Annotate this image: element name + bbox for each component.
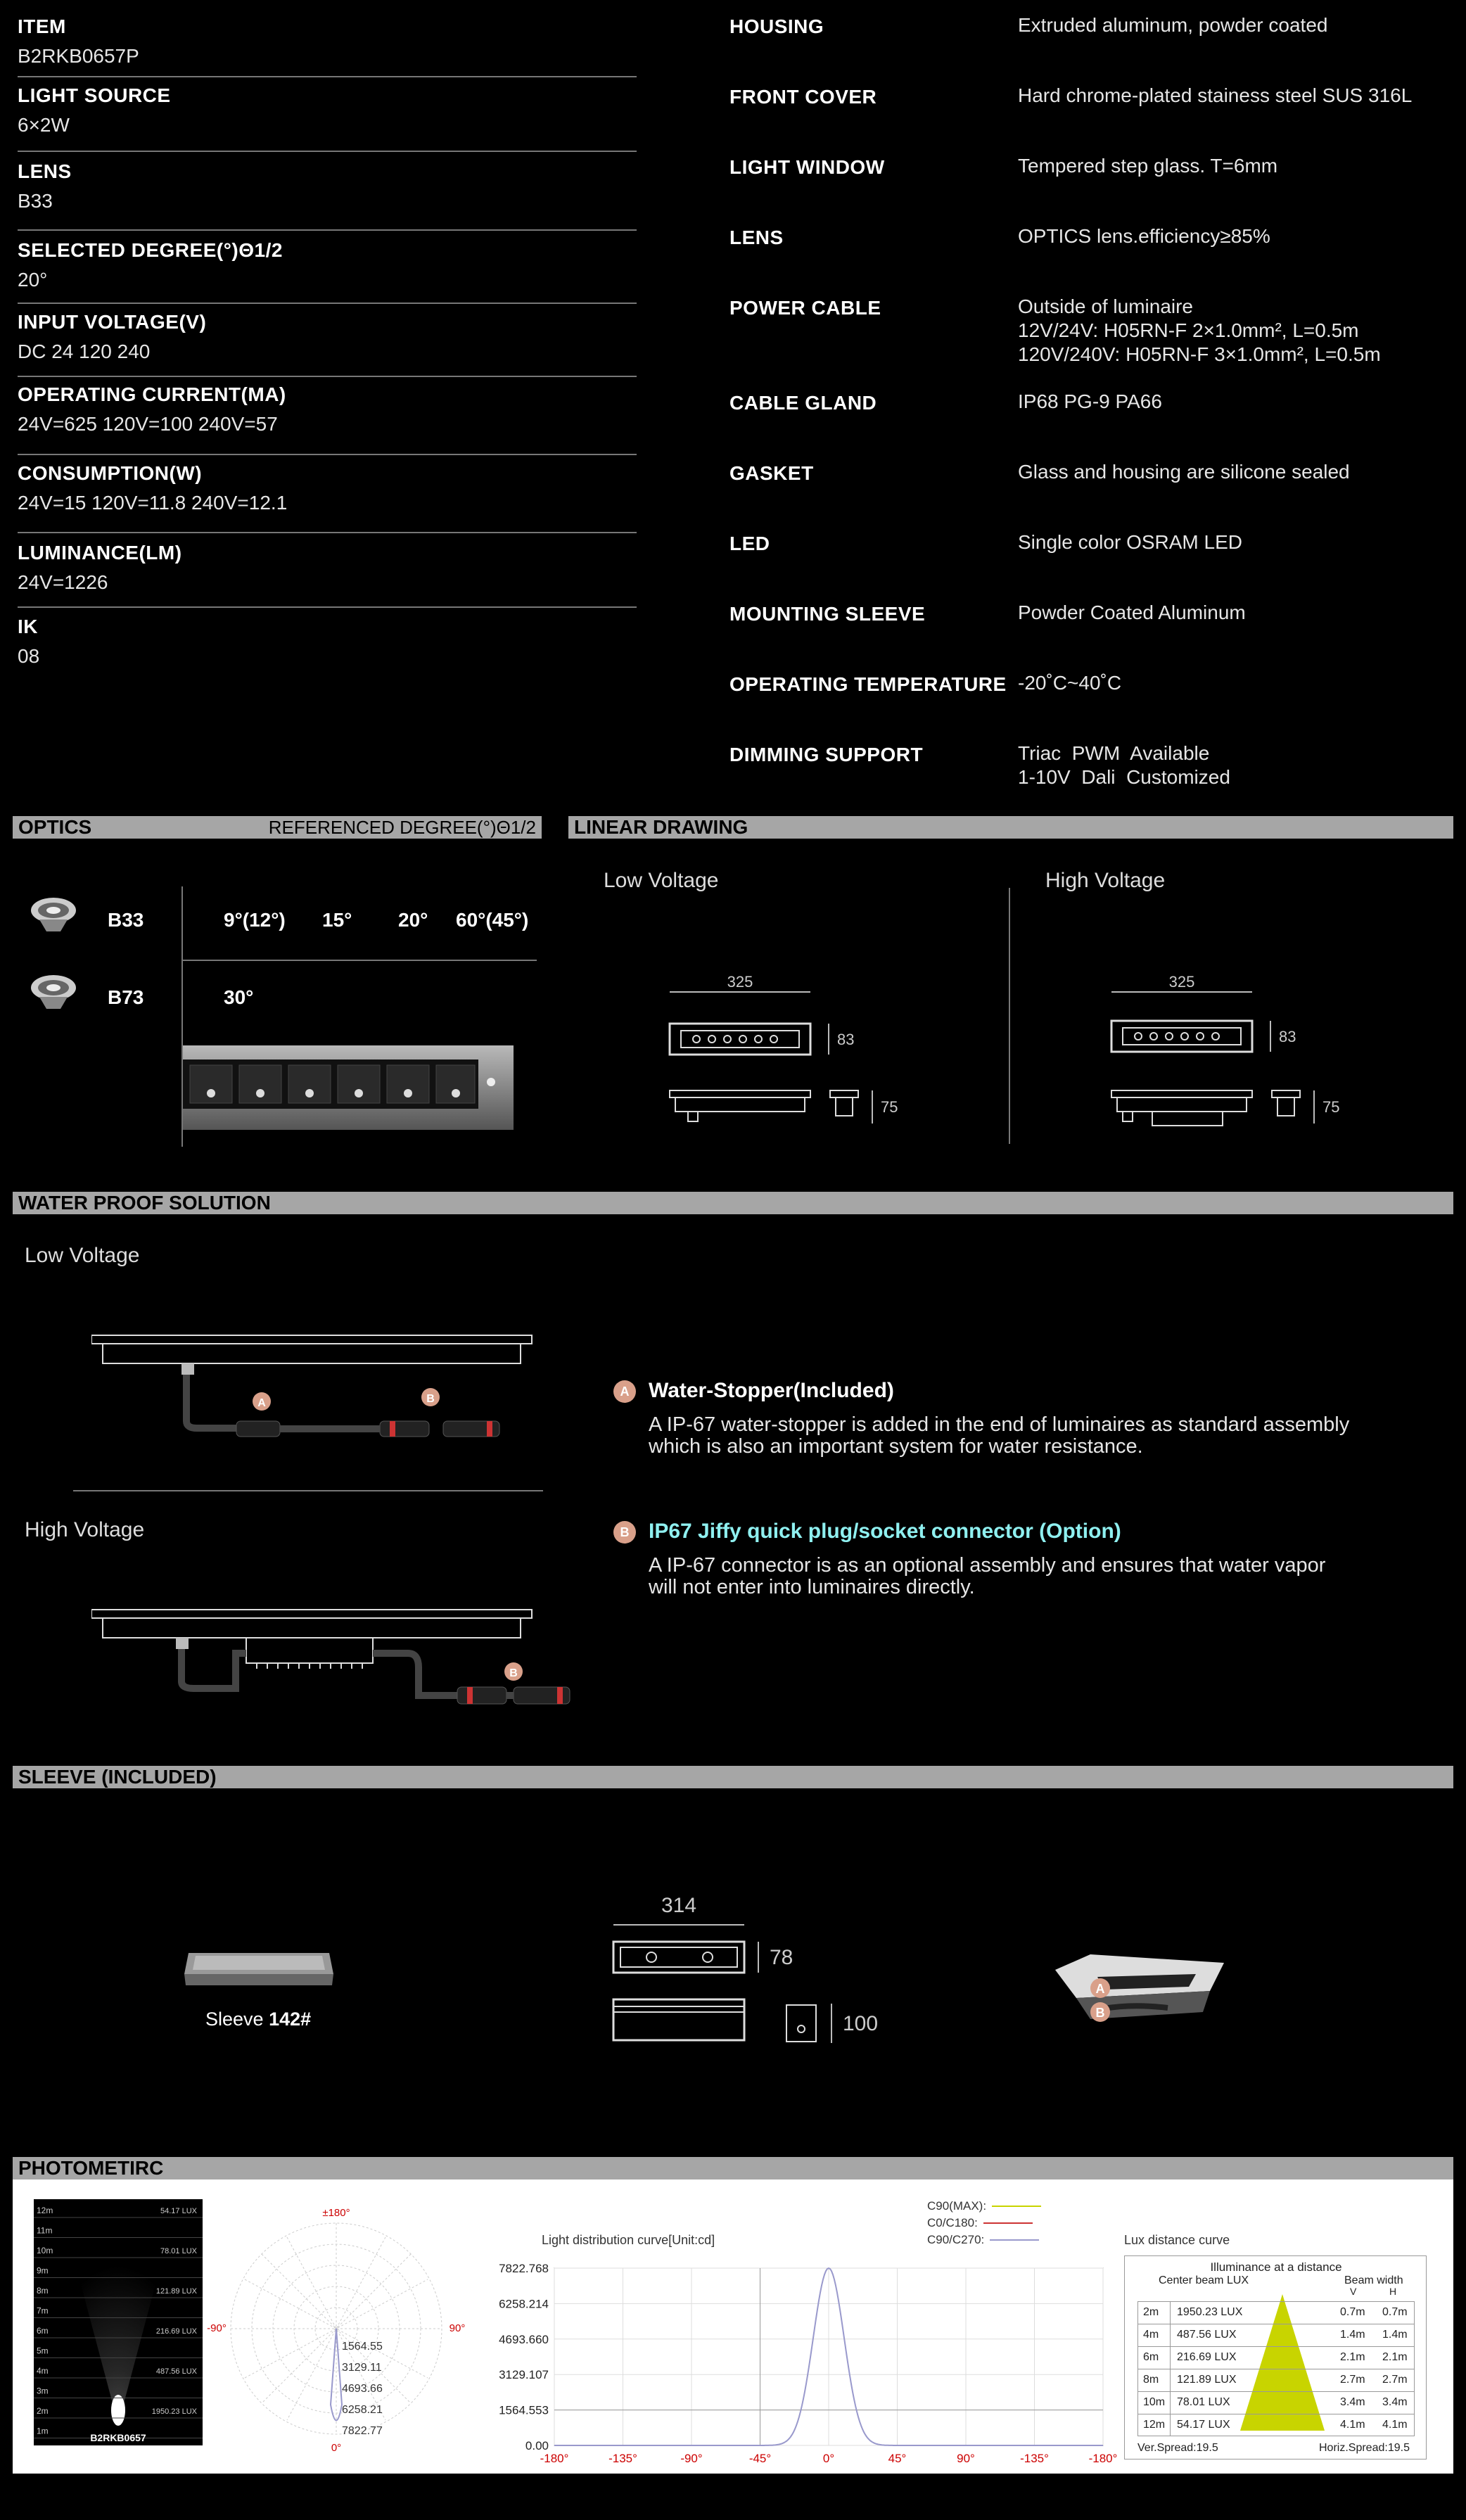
spec-value: Outside of luminaire 12V/24V: H05RN-F 2×1.0mm², L=0.5m 120V/240V: H05RN-F 3×1.0mm², L=0.5m <box>1018 295 1381 365</box>
photometric-header: PHOTOMETIRC <box>13 2157 1453 2179</box>
lux-row-lux: 121.89 LUX <box>1177 2374 1237 2386</box>
spec-label: LUMINANCE(LM) <box>18 542 182 564</box>
water-stopper-desc: A IP-67 water-stopper is added in the end of luminaires as standard assembly which is also an important system for water resistance. <box>649 1413 1350 1458</box>
spec-value: Tempered step glass. T=6mm <box>1018 155 1278 177</box>
lux-row-v: 4.1m <box>1340 2419 1365 2431</box>
lux-col-h: H <box>1389 2286 1397 2297</box>
spec-label: SELECTED DEGREE(°)Θ1/2 <box>18 239 283 261</box>
waterproof-high-drawing <box>91 1604 612 1724</box>
curve-x-tick: -180° <box>540 2452 569 2465</box>
spec-value: Extruded aluminum, powder coated <box>1018 14 1328 36</box>
spec-value: 20° <box>18 269 48 291</box>
optics-header <box>13 816 542 839</box>
sleeve-header: SLEEVE (INCLUDED) <box>13 1766 1453 1788</box>
curve-x-tick: -45° <box>748 2452 772 2465</box>
lux-row-v: 2.7m <box>1340 2374 1365 2386</box>
lux-row-lux: 487.56 LUX <box>1177 2329 1237 2341</box>
spec-value: IP68 PG-9 PA66 <box>1018 390 1162 412</box>
lux-row-lux: 1950.23 LUX <box>1177 2306 1243 2318</box>
polar-ring-label: 3129.11 <box>342 2362 382 2374</box>
connector-title: IP67 Jiffy quick plug/socket connector (Option) <box>649 1520 1121 1543</box>
distance-label: 7m <box>37 2305 49 2316</box>
distance-label: 9m <box>37 2265 49 2276</box>
spec-label: LENS <box>18 160 72 182</box>
lux-col-beam: Beam width <box>1344 2274 1403 2286</box>
lux-row-h: 2.1m <box>1382 2351 1408 2363</box>
spec-label: FRONT COVER <box>729 86 877 108</box>
spec-divider <box>18 303 637 304</box>
spec-label: GASKET <box>729 462 814 484</box>
sleeve-drawing <box>605 1892 900 2047</box>
lux-row-lux: 216.69 LUX <box>1177 2351 1237 2363</box>
svg-text:A: A <box>1095 1982 1105 1996</box>
distance-label: 4m <box>37 2366 49 2376</box>
linear-drawing-header: LINEAR DRAWING <box>568 816 1453 839</box>
legend-label: C0/C180: <box>927 2216 978 2229</box>
linear-high-voltage-label: High Voltage <box>1045 869 1166 892</box>
lux-table-heading: Illuminance at a distance <box>1210 2260 1342 2274</box>
spec-divider <box>18 454 637 455</box>
photometric-panel <box>13 2179 1453 2474</box>
spec-label: CABLE GLAND <box>729 392 877 414</box>
water-stopper-title: Water-Stopper(Included) <box>649 1379 894 1402</box>
spec-value: Powder Coated Aluminum <box>1018 602 1246 623</box>
lux-row-v: 2.1m <box>1340 2351 1365 2363</box>
spec-divider <box>18 76 637 77</box>
distance-label: 1m <box>37 2426 49 2436</box>
sleeve-dim-height: 78 <box>770 1946 793 1969</box>
polar-chart <box>203 2194 484 2461</box>
connector-desc: A IP-67 connector is as an optional assembly and ensures that water vapor will not enter into luminaires directly. <box>649 1554 1326 1598</box>
distance-label: 2m <box>37 2406 49 2416</box>
spec-label: OPERATING TEMPERATURE <box>729 673 1007 695</box>
lux-row-divider <box>1137 2346 1415 2347</box>
optics-title: OPTICS <box>18 816 92 838</box>
lux-distance-title: Lux distance curve <box>1124 2233 1230 2247</box>
lux-row-h: 3.4m <box>1382 2396 1408 2408</box>
svg-text:B: B <box>509 1667 518 1679</box>
sleeve-caption <box>205 2009 311 2030</box>
spec-value: 24V=1226 <box>18 571 108 593</box>
svg-text:B: B <box>1095 2006 1105 2020</box>
spec-label: HOUSING <box>729 15 824 37</box>
dim-height: 83 <box>837 1031 855 1048</box>
legend-item <box>927 2232 1041 2248</box>
linear-divider <box>1009 888 1010 1144</box>
spec-value: 08 <box>18 645 40 667</box>
waterproof-divider <box>73 1490 543 1491</box>
spec-divider <box>18 606 637 608</box>
spec-value: B33 <box>18 190 53 212</box>
lux-distance-box <box>1124 2255 1427 2459</box>
spec-value: OPTICS lens.efficiency≥85% <box>1018 225 1270 247</box>
lux-col-divider <box>1170 2301 1171 2436</box>
spec-label: LIGHT SOURCE <box>18 84 171 106</box>
legend-swatch <box>992 2206 1041 2207</box>
spec-value: Triac PWM Available 1-10V Dali Customized <box>1018 742 1230 788</box>
curve-x-tick: 90° <box>957 2452 975 2465</box>
dim-height: 83 <box>1279 1028 1296 1045</box>
dim-depth: 75 <box>1322 1098 1340 1116</box>
dim-depth: 75 <box>881 1098 898 1116</box>
light-distribution-chart <box>484 2254 1117 2472</box>
spec-value: Glass and housing are silicone sealed <box>1018 461 1350 483</box>
dim-width: 325 <box>1168 974 1195 991</box>
distance-lux-label: 216.69 LUX <box>155 2327 197 2336</box>
distance-lux-label: 54.17 LUX <box>160 2207 197 2215</box>
waterproof-high-voltage-label: High Voltage <box>25 1518 145 1541</box>
lux-row-lux: 54.17 LUX <box>1177 2419 1230 2431</box>
polar-ring-label: 1564.55 <box>342 2341 383 2353</box>
marker-a-icon: A <box>613 1380 636 1403</box>
waterproof-low-voltage-label: Low Voltage <box>25 1244 140 1267</box>
curve-legend <box>927 2198 1041 2248</box>
lux-row-distance: 4m <box>1143 2329 1159 2341</box>
lux-row-v: 0.7m <box>1340 2306 1365 2318</box>
sleeve-caption-text: Sleeve <box>205 2009 264 2030</box>
curve-x-tick: -180° <box>1088 2452 1117 2465</box>
lux-row-distance: 8m <box>1143 2374 1159 2386</box>
optics-degree: 30° <box>224 986 254 1008</box>
spec-label: CONSUMPTION(W) <box>18 462 203 484</box>
lux-row-h: 2.7m <box>1382 2374 1408 2386</box>
optics-table <box>13 886 542 1147</box>
distance-label: 10m <box>37 2246 53 2255</box>
legend-label: C90/C270: <box>927 2233 985 2246</box>
lux-row-divider <box>1137 2391 1415 2392</box>
distance-label: 3m <box>37 2386 49 2396</box>
spec-value: Hard chrome-plated stainess steel SUS 316L <box>1018 84 1413 106</box>
svg-text:B: B <box>426 1393 435 1405</box>
distance-lux-label: 1950.23 LUX <box>151 2407 197 2416</box>
curve-x-tick: -135° <box>608 2452 637 2465</box>
spec-label: POWER CABLE <box>729 297 881 319</box>
polar-ring-label: 6258.21 <box>342 2404 383 2416</box>
spec-value: 6×2W <box>18 114 70 136</box>
optics-degree: 9°(12°) <box>224 909 286 931</box>
photometric-model: B2RKB0657 <box>90 2432 146 2443</box>
legend-swatch <box>983 2222 1033 2224</box>
spec-label: INPUT VOLTAGE(V) <box>18 311 207 333</box>
dim-width: 325 <box>727 974 753 991</box>
polar-right: 90° <box>449 2322 466 2334</box>
lux-row-lux: 78.01 LUX <box>1177 2396 1230 2408</box>
curve-x-tick: -90° <box>680 2452 703 2465</box>
polar-left: -90° <box>207 2322 227 2334</box>
distance-label: 12m <box>37 2206 53 2215</box>
distance-lux-label: 121.89 LUX <box>155 2287 197 2296</box>
spec-value: 24V=15 120V=11.8 240V=12.1 <box>18 492 288 514</box>
product-photo <box>183 1038 514 1137</box>
spec-label: LED <box>729 533 770 554</box>
curve-x-tick: -135° <box>1020 2452 1049 2465</box>
curve-y-tick: 6258.214 <box>499 2297 549 2311</box>
lux-row-distance: 6m <box>1143 2351 1159 2363</box>
lux-row-distance: 2m <box>1143 2306 1159 2318</box>
distance-label: 11m <box>37 2225 53 2236</box>
lux-col-center: Center beam LUX <box>1159 2274 1249 2286</box>
lux-col-v: V <box>1350 2286 1357 2297</box>
optics-degree: 60°(45°) <box>456 909 529 931</box>
curve-y-tick: 3129.107 <box>499 2368 549 2382</box>
spec-label: IK <box>18 616 38 637</box>
spec-label: LENS <box>729 227 784 248</box>
spec-label: DIMMING SUPPORT <box>729 744 924 765</box>
legend-label: C90(MAX): <box>927 2199 987 2213</box>
lux-row-h: 1.4m <box>1382 2329 1408 2341</box>
curve-x-tick: 45° <box>888 2452 907 2465</box>
waterproof-low-drawing <box>91 1330 542 1449</box>
distance-label: 8m <box>37 2286 49 2296</box>
optics-divider <box>181 960 537 961</box>
spec-value: -20˚C~40˚C <box>1018 672 1122 694</box>
curve-y-tick: 0.00 <box>525 2439 549 2452</box>
curve-title: Light distribution curve[Unit:cd] <box>542 2233 715 2247</box>
polar-ring-label: 4693.66 <box>342 2383 383 2395</box>
waterproof-header: WATER PROOF SOLUTION <box>13 1192 1453 1214</box>
sleeve-code: 142# <box>269 2009 312 2030</box>
lux-row-distance: 10m <box>1143 2396 1166 2408</box>
marker-b-icon: B <box>613 1521 636 1544</box>
curve-y-tick: 1564.553 <box>499 2403 549 2417</box>
polar-ring-label: 7822.77 <box>342 2425 383 2437</box>
optics-degree: 15° <box>322 909 352 931</box>
spec-divider <box>18 532 637 533</box>
spec-value: DC 24 120 240 <box>18 341 151 362</box>
lux-row-h: 0.7m <box>1382 2306 1408 2318</box>
spec-value: Single color OSRAM LED <box>1018 531 1243 553</box>
lens-b33-icon <box>25 895 82 937</box>
linear-drawing-low <box>661 974 957 1136</box>
polar-top: ±180° <box>322 2207 350 2219</box>
lux-row-v: 1.4m <box>1340 2329 1365 2341</box>
sleeve-dim-width: 314 <box>661 1894 697 1917</box>
spec-divider <box>18 151 637 152</box>
distance-lux-label: 487.56 LUX <box>155 2367 197 2376</box>
polar-bottom: 0° <box>331 2442 342 2454</box>
svg-text:A: A <box>257 1397 266 1409</box>
legend-item <box>927 2215 1041 2232</box>
distance-lux-label: 78.01 LUX <box>160 2247 197 2255</box>
lux-hor-spread: Horiz.Spread:19.5 <box>1319 2442 1410 2454</box>
spec-label: MOUNTING SLEEVE <box>729 603 926 625</box>
distance-label: 5m <box>37 2346 49 2356</box>
spec-divider <box>18 376 637 377</box>
lux-row-distance: 12m <box>1143 2419 1166 2431</box>
spec-value: B2RKB0657P <box>18 45 139 67</box>
sleeve-photo <box>181 1949 336 1991</box>
spec-value: 24V=625 120V=100 240V=57 <box>18 413 278 435</box>
lux-ver-spread: Ver.Spread:19.5 <box>1137 2442 1218 2454</box>
lux-row-h: 4.1m <box>1382 2419 1408 2431</box>
sleeve-dim-depth: 100 <box>843 2012 879 2035</box>
legend-item <box>927 2198 1041 2215</box>
curve-x-tick: 0° <box>822 2452 835 2465</box>
linear-drawing-high <box>1103 974 1398 1136</box>
linear-low-voltage-label: Low Voltage <box>604 869 719 892</box>
optics-degree: 20° <box>398 909 428 931</box>
distance-chart <box>34 2199 203 2445</box>
lux-row-v: 3.4m <box>1340 2396 1365 2408</box>
curve-y-tick: 4693.660 <box>499 2332 549 2346</box>
curve-y-tick: 7822.768 <box>499 2262 549 2275</box>
optics-subtitle: REFERENCED DEGREE(°)Θ1/2 <box>268 817 536 838</box>
lens-b73-icon <box>25 972 82 1014</box>
spec-label: ITEM <box>18 15 66 37</box>
spec-divider <box>18 229 637 231</box>
sleeve-assembly-photo <box>1048 1949 1231 2040</box>
optics-lens-b33: B33 <box>108 909 144 931</box>
spec-label: LIGHT WINDOW <box>729 156 885 178</box>
distance-label: 6m <box>37 2326 49 2336</box>
optics-lens-b73: B73 <box>108 986 144 1008</box>
legend-swatch <box>990 2239 1039 2241</box>
spec-label: OPERATING CURRENT(MA) <box>18 383 286 405</box>
